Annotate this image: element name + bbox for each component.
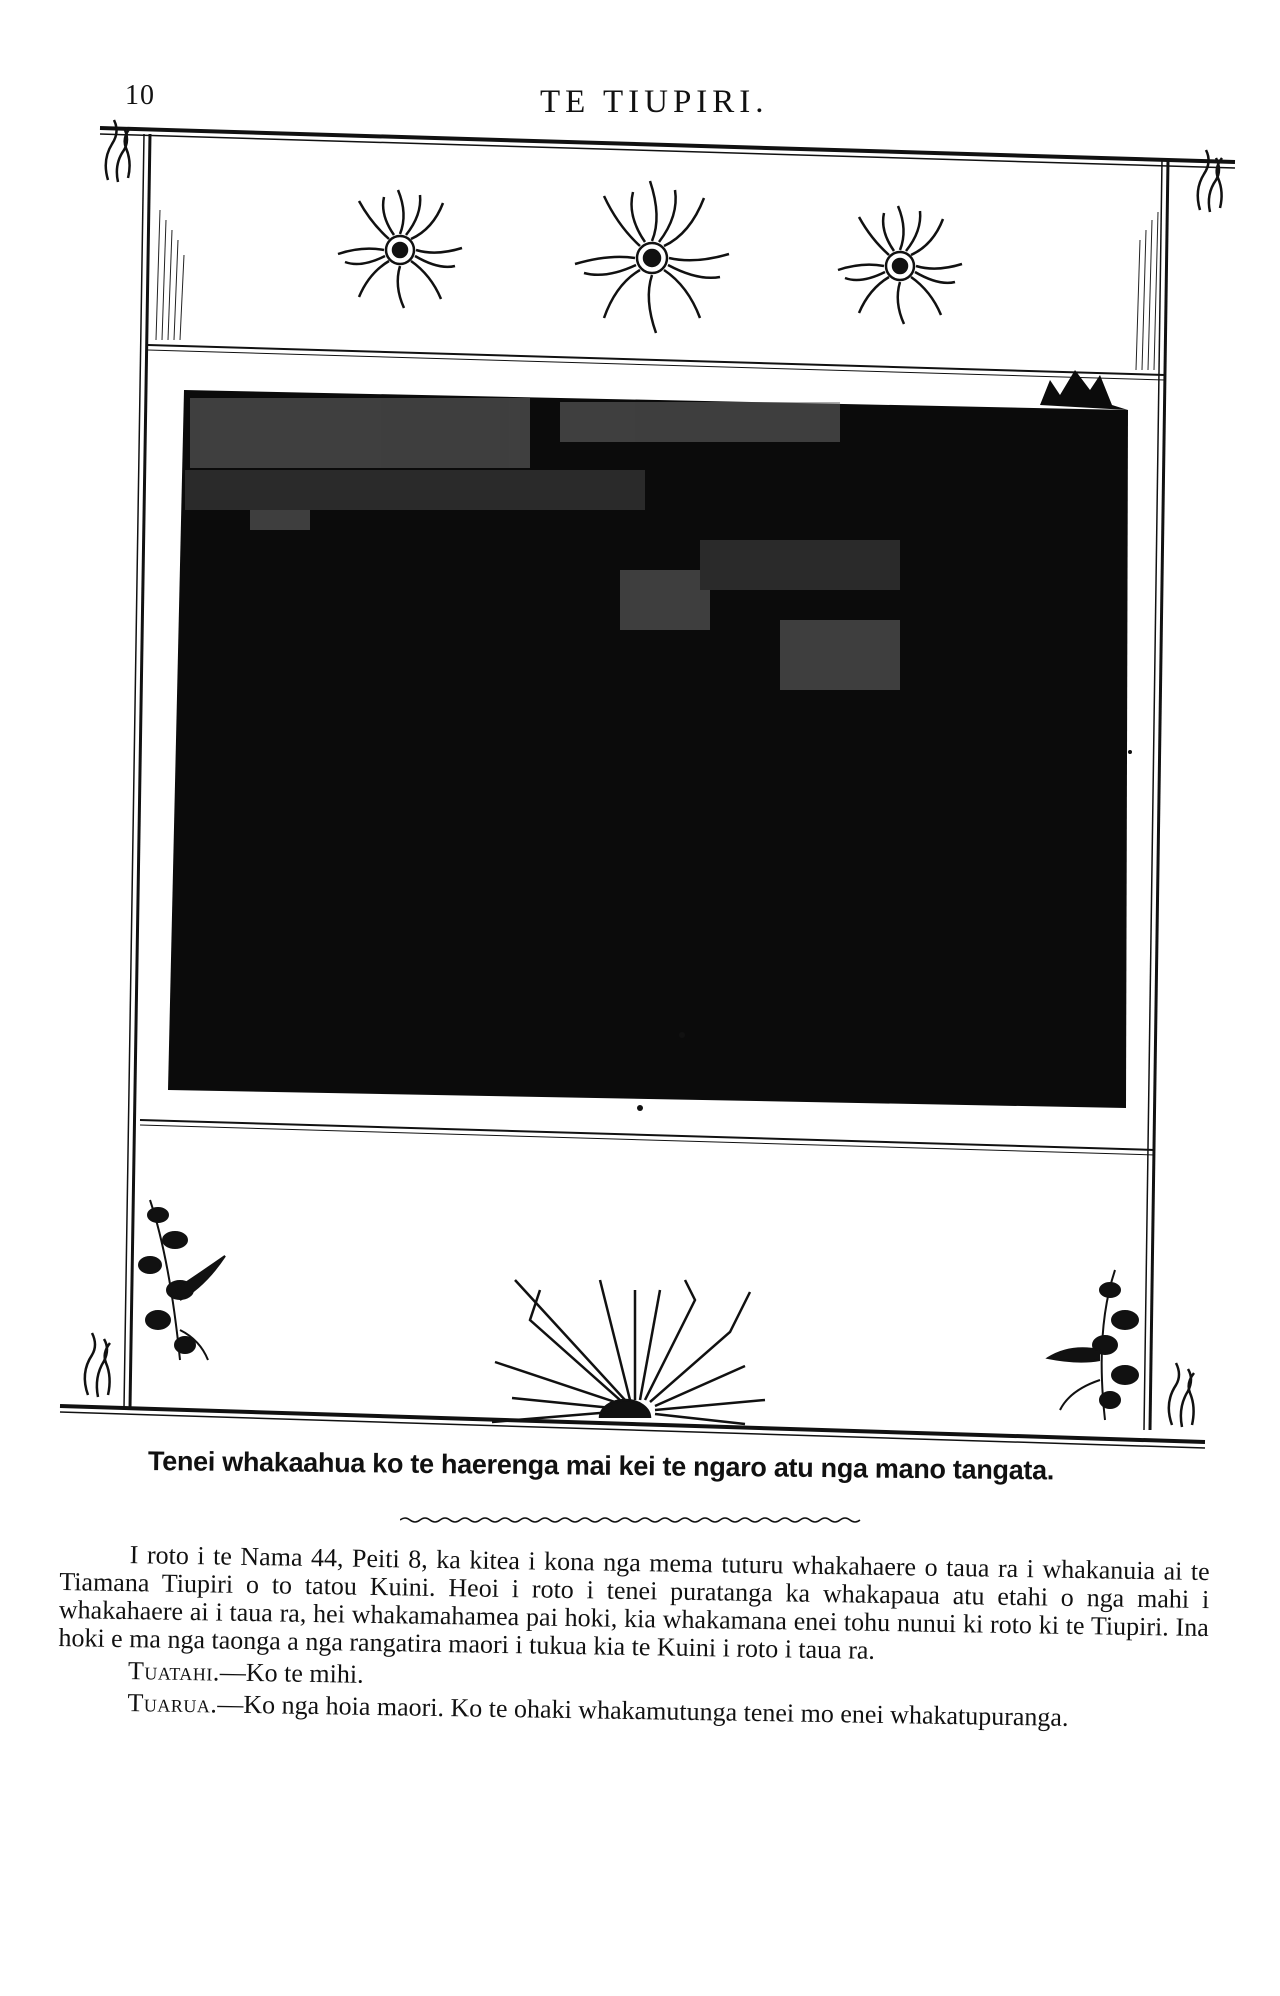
page-number: 10 (125, 80, 155, 111)
section-text: —Ko te mihi. (219, 1657, 364, 1689)
sun-ornament-icon (338, 190, 462, 308)
fern-spray-icon (139, 1200, 225, 1360)
section-text: —Ko nga hoia maori. Ko te ohaki whakamutunga tenei mo enei whakatupuranga. (217, 1689, 1069, 1732)
sun-ornament-icon (838, 206, 962, 324)
running-title: TE TIUPIRI. (540, 84, 769, 120)
sun-ornament-icon (575, 181, 729, 333)
paragraph: I roto i te Nama 44, Peiti 8, ka kitea i kona nga mema tuturu whakahaere o taua ra i whakanuia ai te Tiamana Tiupiri o to tatou Kuini. Heoi i roto i tenei puratanga ka whakapaua atu etahi o nga mahi i whakahaere ai i taua ra, hei whakamahamea pai hoki, kia whakamana enei tohu nunui ki roto ki te Tiupiri. Ina hoki e ma nga taonga a nga rangatira maori i tukua kia te Kuini i roto i taua ra. (58, 1540, 1210, 1665)
ray-hatching (156, 210, 1158, 370)
caption-rule (400, 1515, 870, 1525)
section-label: Tuarua. (127, 1688, 218, 1719)
section-label: Tuatahi. (127, 1656, 221, 1687)
photograph (168, 370, 1128, 1108)
figure-caption: Tenei whakaahua ko te haerenga mai kei te ngaro atu nga mano tangata. (147, 1446, 1055, 1486)
article-body (57, 1540, 1210, 1734)
rising-sun-icon (492, 1280, 765, 1424)
fern-spray-icon (1048, 1270, 1138, 1420)
